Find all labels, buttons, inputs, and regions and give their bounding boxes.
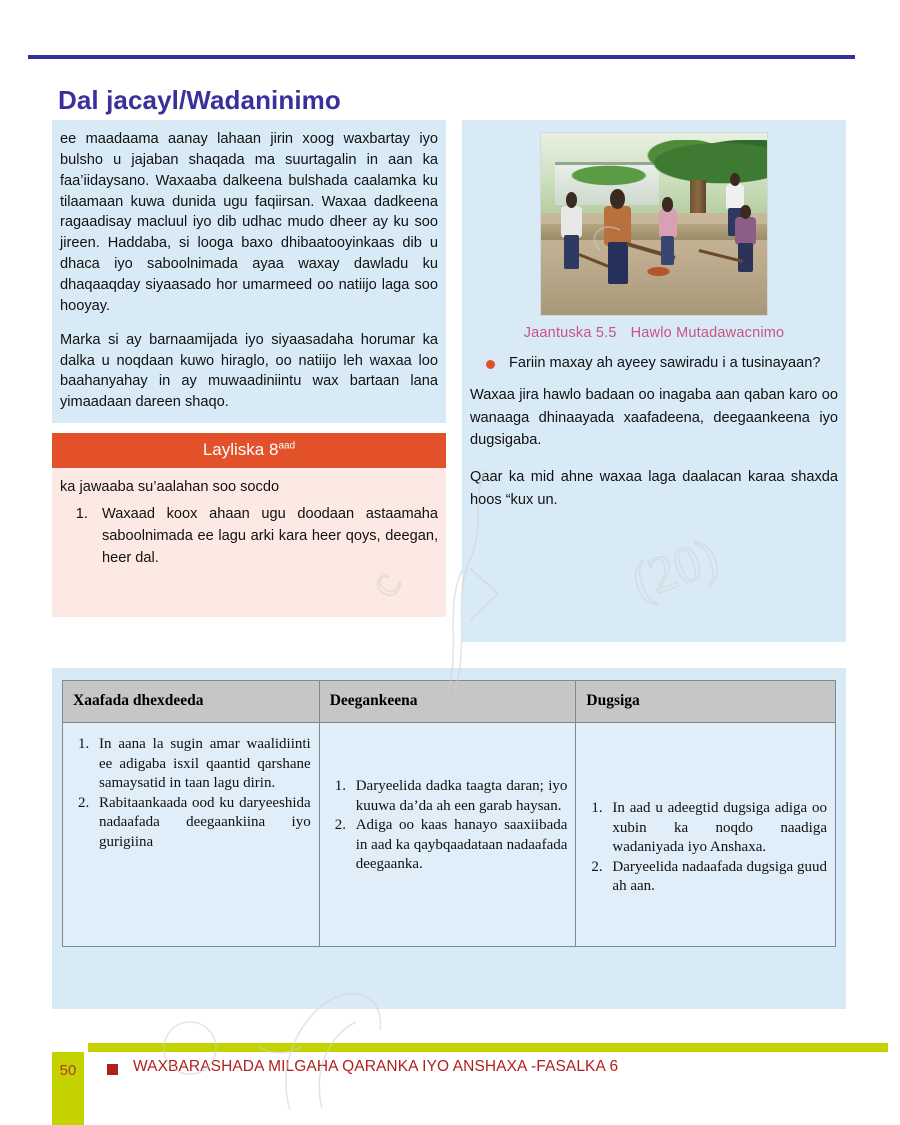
exercise-lead: ka jawaaba su’aalahan soo socdo xyxy=(60,479,280,496)
footer-title: WAXBARASHADA MILGAHA QARANKA IYO ANSHAXA -FASALKA 6 xyxy=(133,1058,619,1075)
table-cell-dugsiga xyxy=(576,723,836,947)
paragraph: ee maadaama aanay lahaan jirin xoog waxbartay iyo bulsho u jajaban shaqada ma suurtagalin in aan ka faa’iidaysano. Waxaaba dalkeena bulshada caalamka ku tilaamaan kuwa dunida ugu faqiirsan. Waxaa dadkeena ragaadisay macluul iyo dib udhac mudo dheer ay ku soo jireen. Haddaba, si looga baxo dhibaatooyinkaas dib u dhaca iyo saboolnimada ayaa waxay dawladu ku dhaqaaqday siyaasado hor umarmeed oo natiijo laga soo hooyay. xyxy=(60,131,438,314)
page-number: 50 xyxy=(52,1052,84,1125)
list-item: 1. Daryeelida dadka taagta daran; iyo kuuwa da’da ah een garab haysan. xyxy=(350,777,568,816)
question-text: Fariin maxay ah ayeey sawiradu i a tusinayaan? xyxy=(509,355,821,371)
paragraph: Qaar ka mid ahne waxaa laga daalacan karaa shaxda hoos “kux un. xyxy=(470,468,838,508)
figure-caption-label: Jaantuska 5.5 xyxy=(523,325,617,341)
table-cell-deegankeena xyxy=(319,723,576,947)
footer-square-icon xyxy=(107,1064,118,1075)
table-header-cell: Dugsiga xyxy=(576,681,836,723)
list-item: 1. In aad u adeegtid dugsiga adiga oo xubin ka noqdo naadiga wadaniyada iyo Anshaxa. xyxy=(606,799,827,858)
exercise-title-suffix: aad xyxy=(278,440,296,452)
table-header-row xyxy=(63,681,836,723)
exercise-body xyxy=(52,468,446,569)
table-cell-xaafada xyxy=(63,723,320,947)
left-column xyxy=(52,120,446,617)
right-column xyxy=(462,120,846,642)
bullet-dot-icon xyxy=(486,360,495,369)
header-rule xyxy=(28,55,855,59)
list-item: 1. In aana la sugin amar waalidiinti ee adigaba isxil qaantid qarshane samaysatid in taan lagu dirin. xyxy=(93,735,311,794)
cell-list xyxy=(324,731,568,875)
figure-caption-text: Hawlo Mutadawacnimo xyxy=(630,325,785,341)
figure xyxy=(462,128,846,341)
schoolyard-cleanup-photo xyxy=(540,132,768,316)
table-panel xyxy=(52,668,846,1009)
paragraph: Marka si ay barnaamijada iyo siyaasadaha horumar ka dalka u noqdaan kuwo hiraglo, oo natiijo leh waxaa loo baahanyahay in ay muwaadiniintu wax bartaan lana yimaadaan dareen shaqo. xyxy=(60,331,438,411)
svg-text:(20): (20) xyxy=(624,528,726,612)
figure-caption xyxy=(462,325,846,341)
footer-rule xyxy=(88,1043,888,1052)
table-header-cell: Xaafada dhexdeeda xyxy=(63,681,320,723)
table-header-cell: Deegankeena xyxy=(319,681,576,723)
paragraph: Waxaa jira hawlo badaan oo inagaba aan qaban karo oo wanaaga dhinaayada xaafadeena, deegaankeena iyo dugsigaba. xyxy=(470,387,838,449)
table-row xyxy=(63,723,836,947)
exercise-box xyxy=(52,433,446,617)
question-bullet-row xyxy=(470,353,838,374)
cell-list xyxy=(67,731,311,852)
exercise-list xyxy=(60,503,438,570)
body-text-block xyxy=(52,120,446,423)
list-item: 2. Daryeelida nadaafada dugsiga guud ah aan. xyxy=(606,858,827,897)
page-title: Dal jacayl/Wadaninimo xyxy=(58,85,341,116)
svg-text:c: c xyxy=(356,561,411,605)
activities-table xyxy=(62,680,836,947)
exercise-title-text: Layliska 8 xyxy=(202,440,279,460)
exercise-title xyxy=(52,433,446,468)
cell-list xyxy=(580,731,827,897)
right-text-block xyxy=(462,353,846,511)
list-item: 1. Waxaad koox ahaan ugu doodaan astaamaha saboolnimada ee lagu arki kara heer qoys, deegan, heer dal. xyxy=(92,503,438,570)
list-item: 2. Rabitaankaada ood ku daryeeshida nadaafada deegaankiina iyo gurigiina xyxy=(93,794,311,853)
list-item: 2. Adiga oo kaas hanayo saaxiibada in aad ka qaybqaadataan nadaafada deegaanka. xyxy=(350,816,568,875)
